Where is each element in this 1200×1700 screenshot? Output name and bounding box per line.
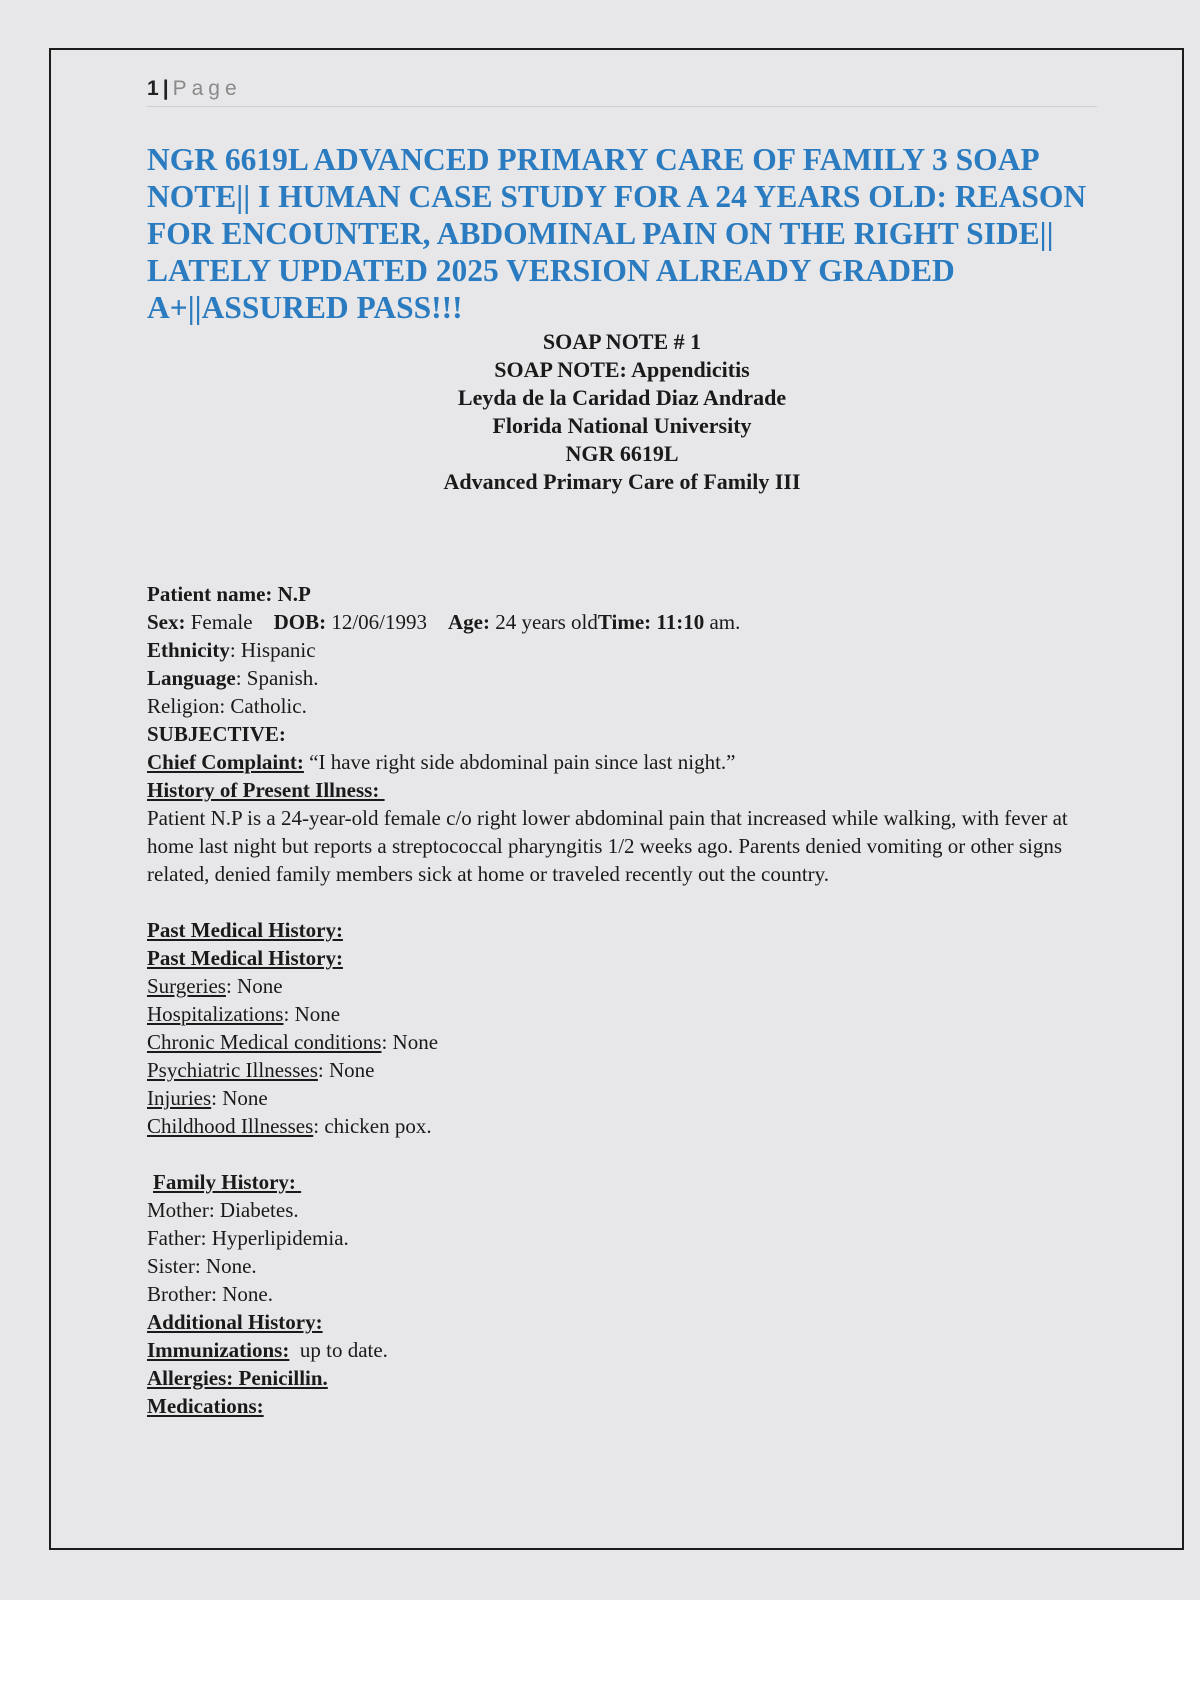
patient-name: Patient name: N.P bbox=[147, 582, 311, 606]
page-number: 1 bbox=[147, 77, 159, 100]
additional-heading: Additional History: bbox=[147, 1310, 323, 1334]
chief-complaint: Chief Complaint: “I have right side abdominal pain since last night.” bbox=[147, 750, 736, 774]
patient-info bbox=[147, 580, 1097, 1420]
page-header bbox=[147, 72, 1097, 107]
heading-line: Florida National University bbox=[492, 413, 752, 438]
heading-line: Advanced Primary Care of Family III bbox=[443, 469, 801, 494]
subjective-heading: SUBJECTIVE: bbox=[147, 722, 286, 746]
medications-heading: Medications: bbox=[147, 1394, 264, 1418]
heading-line: SOAP NOTE: Appendicitis bbox=[494, 357, 750, 382]
pmh-item: Injuries: None bbox=[147, 1086, 268, 1110]
hpi-heading: History of Present Illness: bbox=[147, 778, 385, 802]
language-line: Language: Spanish. bbox=[147, 666, 319, 690]
page-content bbox=[147, 72, 1097, 1420]
pmh-item: Surgeries: None bbox=[147, 974, 283, 998]
family-heading: Family History: bbox=[153, 1170, 302, 1194]
family-line: Father: Hyperlipidemia. bbox=[147, 1226, 349, 1250]
pmh-heading: Past Medical History: bbox=[147, 918, 343, 942]
heading-block bbox=[147, 328, 1097, 496]
document-page bbox=[49, 48, 1184, 1550]
page-word: Page bbox=[172, 77, 242, 100]
pmh-item: Hospitalizations: None bbox=[147, 1002, 341, 1026]
ethnicity-line: Ethnicity: Hispanic bbox=[147, 638, 316, 662]
document-title: NGR 6619L ADVANCED PRIMARY CARE OF FAMILY 3 SOAP NOTE|| I HUMAN CASE STUDY FOR A 24 YEARS OLD: REASON FOR ENCOUNTER, ABDOMINAL PAIN ON THE RIGHT SIDE|| LATELY UPDATED 2025 VERSION ALREADY GRADED A+||ASSURED PASS!!! bbox=[147, 142, 1087, 325]
family-line: Mother: Diabetes. bbox=[147, 1198, 299, 1222]
pmh-heading: Past Medical History: bbox=[147, 946, 343, 970]
heading-line: NGR 6619L bbox=[565, 441, 679, 466]
immunizations-line: Immunizations: up to date. bbox=[147, 1338, 388, 1362]
family-line: Sister: None. bbox=[147, 1254, 257, 1278]
pmh-item: Childhood Illnesses: chicken pox. bbox=[147, 1114, 432, 1138]
family-line: Brother: None. bbox=[147, 1282, 273, 1306]
page-separator: | bbox=[162, 77, 169, 100]
hpi-text: Patient N.P is a 24-year-old female c/o right lower abdominal pain that increased while walking, with fever at home last night but reports a streptococcal pharyngitis 1/2 weeks ago. Parents denied vomiting or other signs related, denied family members sick at home or traveled recently out the country. bbox=[147, 806, 1068, 886]
pmh-item: Chronic Medical conditions: None bbox=[147, 1030, 439, 1054]
heading-line: Leyda de la Caridad Diaz Andrade bbox=[457, 385, 787, 410]
allergies-line: Allergies: Penicillin. bbox=[147, 1366, 328, 1390]
pmh-item: Psychiatric Illnesses: None bbox=[147, 1058, 375, 1082]
religion-line: Religion: Catholic. bbox=[147, 694, 307, 718]
heading-line: SOAP NOTE # 1 bbox=[542, 329, 702, 354]
demographics-line: Sex: Female DOB: 12/06/1993 Age: 24 years oldTime: 11:10 am. bbox=[147, 610, 741, 634]
